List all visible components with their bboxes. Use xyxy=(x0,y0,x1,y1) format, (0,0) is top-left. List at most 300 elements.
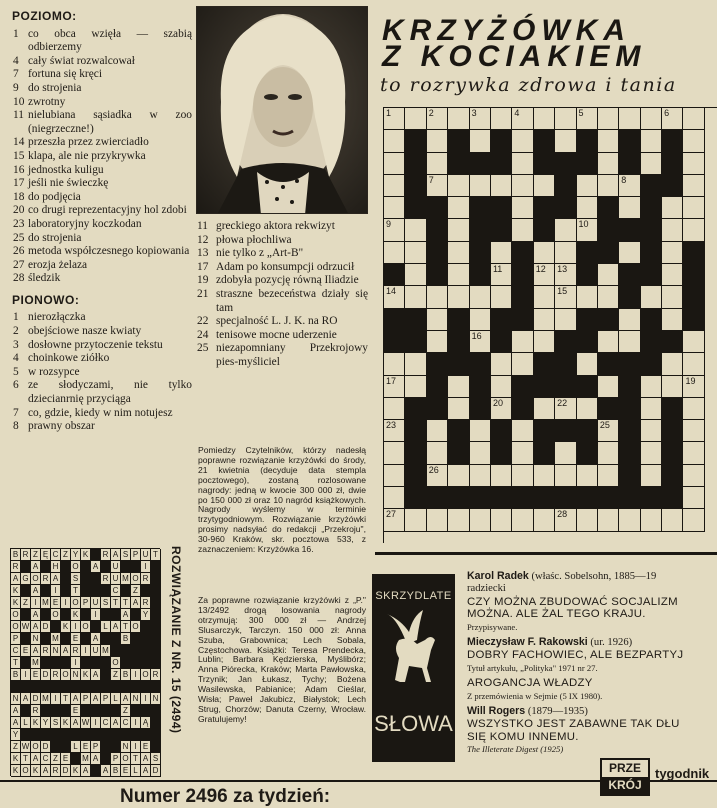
solution-block xyxy=(101,705,111,717)
grid-cell[interactable] xyxy=(405,242,426,264)
grid-cell[interactable] xyxy=(598,420,619,442)
solution-letter: U xyxy=(141,549,151,561)
grid-cell[interactable] xyxy=(384,465,405,487)
solution-letter: M xyxy=(121,573,131,585)
grid-cell[interactable] xyxy=(641,398,662,420)
grid-cell[interactable] xyxy=(598,442,619,464)
solution-letter: Z xyxy=(51,753,61,765)
grid-cell[interactable] xyxy=(641,108,662,130)
grid-block xyxy=(641,487,662,509)
solution-block xyxy=(151,585,161,597)
grid-cell[interactable] xyxy=(470,509,491,531)
grid-cell[interactable] xyxy=(470,286,491,308)
grid-cell[interactable] xyxy=(598,465,619,487)
grid-cell[interactable] xyxy=(405,264,426,286)
grid-cell[interactable] xyxy=(598,509,619,531)
solution-letter: K xyxy=(61,621,71,633)
solution-letter: B xyxy=(111,765,121,777)
grid-cell[interactable] xyxy=(534,108,555,130)
solution-block xyxy=(91,657,101,669)
clue-text: płowa płochliwa xyxy=(216,233,292,246)
grid-block xyxy=(534,197,555,219)
grid-cell[interactable] xyxy=(427,108,448,130)
solution-block xyxy=(151,597,161,609)
grid-cell[interactable] xyxy=(512,197,533,219)
clue-item xyxy=(12,136,192,150)
grid-cell[interactable] xyxy=(512,175,533,197)
grid-cell[interactable] xyxy=(619,108,640,130)
title-tagline: to rozrywka zdrowa i tania xyxy=(380,74,677,96)
grid-cell[interactable] xyxy=(683,398,704,420)
grid-cell[interactable] xyxy=(491,465,512,487)
grid-cell[interactable] xyxy=(598,130,619,152)
solution-block xyxy=(121,585,131,597)
grid-cell[interactable] xyxy=(384,376,405,398)
grid-block xyxy=(641,175,662,197)
solution-letter: O xyxy=(131,621,141,633)
grid-cell[interactable] xyxy=(448,108,469,130)
solution-letter: N xyxy=(121,741,131,753)
grid-cell[interactable] xyxy=(448,242,469,264)
grid-block xyxy=(534,442,555,464)
grid-cell[interactable] xyxy=(512,465,533,487)
clue-item xyxy=(12,420,192,434)
grid-cell[interactable] xyxy=(577,398,598,420)
grid-block xyxy=(512,376,533,398)
grid-cell[interactable] xyxy=(491,398,512,420)
grid-block xyxy=(405,130,426,152)
grid-cell[interactable] xyxy=(577,175,598,197)
clue-text: zwrotny xyxy=(28,95,66,108)
solution-letter: A xyxy=(141,753,151,765)
solution-letter: T xyxy=(71,585,81,597)
grid-cell[interactable] xyxy=(641,509,662,531)
grid-cell[interactable] xyxy=(534,309,555,331)
grid-cell[interactable] xyxy=(405,353,426,375)
grid-cell[interactable] xyxy=(683,376,704,398)
clue-text: nielubiana sąsiadka w zoo (niegrzeczne!) xyxy=(28,109,192,135)
grid-cell[interactable] xyxy=(577,465,598,487)
solution-letter: U xyxy=(111,561,121,573)
grid-block xyxy=(448,353,469,375)
clue-text: śledzik xyxy=(28,272,61,285)
solution-letter: K xyxy=(71,765,81,777)
solution-letter: I xyxy=(71,657,81,669)
solution-letter: K xyxy=(61,717,71,729)
solution-letter: H xyxy=(51,561,61,573)
clue-text: fortuna się kręci xyxy=(28,68,103,81)
clue-text: przeszła przez zwierciadło xyxy=(28,136,149,149)
grid-cell[interactable] xyxy=(384,130,405,152)
solution-letter: Z xyxy=(11,741,21,753)
grid-clue-number: 2 xyxy=(428,108,434,118)
solution-letter: I xyxy=(51,693,61,705)
grid-cell[interactable] xyxy=(405,219,426,241)
grid-cell[interactable] xyxy=(512,353,533,375)
grid-cell[interactable] xyxy=(448,376,469,398)
grid-cell[interactable] xyxy=(448,509,469,531)
solution-letter: K xyxy=(31,717,41,729)
solution-block xyxy=(151,705,161,717)
quote-source: Przypisywane. xyxy=(467,621,518,632)
grid-cell[interactable] xyxy=(662,264,683,286)
grid-cell[interactable] xyxy=(683,331,704,353)
solution-letter: L xyxy=(21,717,31,729)
grid-block xyxy=(534,420,555,442)
clue-number: 1 xyxy=(13,27,19,40)
solution-letter: N xyxy=(11,693,21,705)
grid-cell[interactable] xyxy=(619,331,640,353)
grid-block xyxy=(641,353,662,375)
grid-cell[interactable] xyxy=(448,219,469,241)
grid-cell[interactable] xyxy=(662,219,683,241)
grid-cell[interactable] xyxy=(534,175,555,197)
grid-cell[interactable] xyxy=(427,442,448,464)
grid-cell[interactable] xyxy=(384,242,405,264)
grid-cell[interactable] xyxy=(448,465,469,487)
grid-cell[interactable] xyxy=(641,420,662,442)
grid-cell[interactable] xyxy=(662,197,683,219)
grid-cell[interactable] xyxy=(384,175,405,197)
solution-letter: A xyxy=(101,765,111,777)
grid-cell[interactable] xyxy=(470,309,491,331)
solution-letter: R xyxy=(41,573,51,585)
grid-cell[interactable] xyxy=(405,286,426,308)
grid-cell[interactable] xyxy=(384,353,405,375)
grid-block xyxy=(683,264,704,286)
solution-block xyxy=(51,681,61,693)
grid-block xyxy=(427,353,448,375)
grid-cell[interactable] xyxy=(683,420,704,442)
clue-number: 10 xyxy=(13,95,25,108)
solution-letter: R xyxy=(31,705,41,717)
grid-cell[interactable] xyxy=(427,286,448,308)
grid-cell[interactable] xyxy=(577,219,598,241)
grid-cell[interactable] xyxy=(384,108,405,130)
grid-cell[interactable] xyxy=(683,175,704,197)
grid-cell[interactable] xyxy=(427,309,448,331)
grid-cell[interactable] xyxy=(384,398,405,420)
grid-cell[interactable] xyxy=(534,465,555,487)
grid-cell[interactable] xyxy=(470,175,491,197)
grid-block xyxy=(491,219,512,241)
grid-cell[interactable] xyxy=(577,286,598,308)
grid-cell[interactable] xyxy=(491,242,512,264)
grid-cell[interactable] xyxy=(683,509,704,531)
grid-cell[interactable] xyxy=(427,331,448,353)
grid-cell[interactable] xyxy=(598,153,619,175)
grid-cell[interactable] xyxy=(641,130,662,152)
grid-clue-number: 7 xyxy=(428,174,434,185)
grid-cell[interactable] xyxy=(662,108,683,130)
grid-cell[interactable] xyxy=(405,108,426,130)
grid-cell[interactable] xyxy=(619,309,640,331)
grid-block xyxy=(619,465,640,487)
grid-cell[interactable] xyxy=(555,264,576,286)
solution-letter: R xyxy=(101,549,111,561)
clue-number: 23 xyxy=(13,217,25,230)
crossword-grid[interactable] xyxy=(383,107,717,543)
grid-cell[interactable] xyxy=(641,153,662,175)
solution-block xyxy=(41,585,51,597)
clue-number: 18 xyxy=(13,190,25,203)
solution-block xyxy=(141,633,151,645)
grid-cell[interactable] xyxy=(683,108,704,130)
grid-block xyxy=(555,420,576,442)
quote-author: Mieczysław F. Rakowski xyxy=(467,636,588,649)
grid-block xyxy=(641,242,662,264)
clue-text: co, gdzie, kiedy w nim notujesz xyxy=(28,406,173,419)
grid-cell[interactable] xyxy=(470,130,491,152)
grid-cell[interactable] xyxy=(512,331,533,353)
grid-cell[interactable] xyxy=(427,175,448,197)
grid-cell[interactable] xyxy=(448,264,469,286)
grid-cell[interactable] xyxy=(512,130,533,152)
grid-cell[interactable] xyxy=(448,197,469,219)
grid-cell[interactable] xyxy=(448,398,469,420)
solution-block xyxy=(61,573,71,585)
grid-cell[interactable] xyxy=(384,197,405,219)
grid-cell[interactable] xyxy=(555,442,576,464)
grid-cell[interactable] xyxy=(384,286,405,308)
grid-cell[interactable] xyxy=(619,242,640,264)
grid-cell[interactable] xyxy=(555,130,576,152)
grid-cell[interactable] xyxy=(641,465,662,487)
grid-cell[interactable] xyxy=(384,442,405,464)
quote-attribution xyxy=(467,705,717,718)
grid-block xyxy=(555,331,576,353)
grid-cell[interactable] xyxy=(683,219,704,241)
grid-cell[interactable] xyxy=(491,286,512,308)
solution-letter: A xyxy=(31,645,41,657)
grid-cell[interactable] xyxy=(683,353,704,375)
grid-cell[interactable] xyxy=(641,286,662,308)
grid-cell[interactable] xyxy=(470,331,491,353)
grid-cell[interactable] xyxy=(491,353,512,375)
grid-cell[interactable] xyxy=(512,108,533,130)
quote-author: Karol Radek xyxy=(467,570,529,582)
grid-cell[interactable] xyxy=(448,286,469,308)
solution-letter: O xyxy=(31,741,41,753)
grid-cell[interactable] xyxy=(384,420,405,442)
solution-letter: Y xyxy=(141,609,151,621)
grid-cell[interactable] xyxy=(598,376,619,398)
solution-block xyxy=(151,717,161,729)
solution-block xyxy=(101,753,111,765)
grid-cell[interactable] xyxy=(662,242,683,264)
grid-cell[interactable] xyxy=(534,398,555,420)
grid-cell[interactable] xyxy=(555,219,576,241)
grid-cell[interactable] xyxy=(641,442,662,464)
grid-cell[interactable] xyxy=(534,509,555,531)
grid-cell[interactable] xyxy=(662,376,683,398)
clue-number: 25 xyxy=(13,231,25,244)
grid-cell[interactable] xyxy=(405,376,426,398)
grid-block xyxy=(405,153,426,175)
grid-cell[interactable] xyxy=(683,153,704,175)
solution-block xyxy=(21,681,31,693)
grid-cell[interactable] xyxy=(555,398,576,420)
solution-letter: P xyxy=(91,741,101,753)
logo-line-1: SKRZYDLATE xyxy=(375,590,452,602)
grid-block xyxy=(470,353,491,375)
grid-block xyxy=(405,309,426,331)
grid-clue-number: 3 xyxy=(471,108,477,118)
grid-cell[interactable] xyxy=(491,509,512,531)
grid-cell[interactable] xyxy=(555,309,576,331)
grid-cell[interactable] xyxy=(405,509,426,531)
grid-cell[interactable] xyxy=(662,353,683,375)
grid-cell[interactable] xyxy=(427,465,448,487)
solution-block xyxy=(61,609,71,621)
grid-cell[interactable] xyxy=(512,153,533,175)
solution-letter: S xyxy=(71,573,81,585)
grid-cell[interactable] xyxy=(384,153,405,175)
grid-block xyxy=(427,242,448,264)
solution-letter: O xyxy=(11,621,21,633)
clue-text: co obca wzięła — szabią odbierzemy xyxy=(28,27,192,54)
grid-cell[interactable] xyxy=(662,509,683,531)
grid-cell[interactable] xyxy=(427,130,448,152)
grid-cell[interactable] xyxy=(555,286,576,308)
grid-cell[interactable] xyxy=(534,286,555,308)
grid-cell[interactable] xyxy=(534,264,555,286)
grid-cell[interactable] xyxy=(512,442,533,464)
clue-item xyxy=(196,342,368,369)
solution-letter: M xyxy=(101,645,111,657)
grid-block xyxy=(662,487,683,509)
solution-letter: I xyxy=(141,693,151,705)
solution-letter: Y xyxy=(71,549,81,561)
grid-cell[interactable] xyxy=(427,509,448,531)
grid-cell[interactable] xyxy=(619,175,640,197)
solution-letter: C xyxy=(101,717,111,729)
grid-cell[interactable] xyxy=(384,487,405,509)
logo-line-2: SŁOWA xyxy=(374,711,453,736)
solution-letter: N xyxy=(71,669,81,681)
grid-cell[interactable] xyxy=(384,219,405,241)
grid-block xyxy=(555,175,576,197)
grid-block xyxy=(534,353,555,375)
grid-block xyxy=(577,130,598,152)
grid-cell[interactable] xyxy=(662,286,683,308)
grid-cell[interactable] xyxy=(577,197,598,219)
solution-letter: E xyxy=(141,741,151,753)
grid-cell[interactable] xyxy=(512,420,533,442)
grid-cell[interactable] xyxy=(555,108,576,130)
grid-cell[interactable] xyxy=(641,376,662,398)
grid-cell[interactable] xyxy=(577,509,598,531)
quote-text: WSZYSTKO JEST ZABAWNE TAK DŁU xyxy=(467,718,680,731)
grid-cell[interactable] xyxy=(470,108,491,130)
clue-item xyxy=(196,220,368,234)
clue-text: cały świat rozwalcował xyxy=(28,54,135,67)
grid-block xyxy=(619,286,640,308)
grid-clue-number: 19 xyxy=(685,375,696,386)
solution-letter: Z xyxy=(31,549,41,561)
solution-block xyxy=(91,621,101,633)
solution-letter: T xyxy=(121,597,131,609)
grid-cell[interactable] xyxy=(598,331,619,353)
grid-cell[interactable] xyxy=(555,242,576,264)
solution-letter: E xyxy=(51,597,61,609)
solution-letter: T xyxy=(21,753,31,765)
grid-cell[interactable] xyxy=(598,108,619,130)
solution-letter: I xyxy=(131,669,141,681)
solution-block xyxy=(81,705,91,717)
solution-block xyxy=(41,705,51,717)
clue-number: 21 xyxy=(197,287,209,300)
grid-cell[interactable] xyxy=(598,286,619,308)
solution-letter: R xyxy=(11,561,21,573)
grid-cell[interactable] xyxy=(598,175,619,197)
grid-block xyxy=(555,353,576,375)
solution-letter: A xyxy=(81,765,91,777)
grid-cell[interactable] xyxy=(491,376,512,398)
grid-cell[interactable] xyxy=(577,108,598,130)
solution-block xyxy=(61,729,71,741)
solution-letter: A xyxy=(31,753,41,765)
solution-letter: A xyxy=(91,633,101,645)
grid-clue-number: 1 xyxy=(386,108,392,118)
grid-cell[interactable] xyxy=(470,420,491,442)
grid-cell[interactable] xyxy=(534,331,555,353)
grid-cell[interactable] xyxy=(427,420,448,442)
grid-cell[interactable] xyxy=(555,465,576,487)
grid-cell[interactable] xyxy=(470,465,491,487)
grid-cell[interactable] xyxy=(512,219,533,241)
clue-text: zdobyła pozycję równą Iliadzie xyxy=(216,274,359,287)
solution-letter: A xyxy=(91,753,101,765)
grid-cell[interactable] xyxy=(619,509,640,531)
grid-cell[interactable] xyxy=(555,509,576,531)
clue-number: 4 xyxy=(13,54,19,67)
solution-letter: P xyxy=(11,633,21,645)
grid-cell[interactable] xyxy=(662,309,683,331)
quote-block xyxy=(467,636,717,674)
grid-cell[interactable] xyxy=(448,175,469,197)
grid-cell[interactable] xyxy=(491,264,512,286)
grid-block xyxy=(662,153,683,175)
solution-block xyxy=(81,681,91,693)
grid-cell[interactable] xyxy=(470,442,491,464)
grid-cell[interactable] xyxy=(598,264,619,286)
grid-cell[interactable] xyxy=(491,175,512,197)
grid-cell[interactable] xyxy=(512,509,533,531)
solution-letter: W xyxy=(21,622,30,631)
grid-block xyxy=(662,175,683,197)
grid-cell[interactable] xyxy=(491,108,512,130)
grid-block xyxy=(512,309,533,331)
grid-cell[interactable] xyxy=(683,130,704,152)
grid-cell[interactable] xyxy=(683,197,704,219)
clue-item xyxy=(196,234,368,248)
grid-cell[interactable] xyxy=(427,153,448,175)
grid-cell[interactable] xyxy=(619,197,640,219)
grid-cell[interactable] xyxy=(683,487,704,509)
grid-cell[interactable] xyxy=(683,442,704,464)
grid-cell[interactable] xyxy=(577,353,598,375)
solution-letter: P xyxy=(81,597,91,609)
grid-cell[interactable] xyxy=(534,242,555,264)
grid-cell[interactable] xyxy=(683,465,704,487)
solution-letter: R xyxy=(71,645,81,657)
clue-text: laboratoryjny koczkodan xyxy=(28,217,142,230)
grid-cell[interactable] xyxy=(384,509,405,531)
clue-item xyxy=(196,261,368,275)
solution-letter: O xyxy=(131,573,141,585)
clue-number: 11 xyxy=(197,220,208,232)
